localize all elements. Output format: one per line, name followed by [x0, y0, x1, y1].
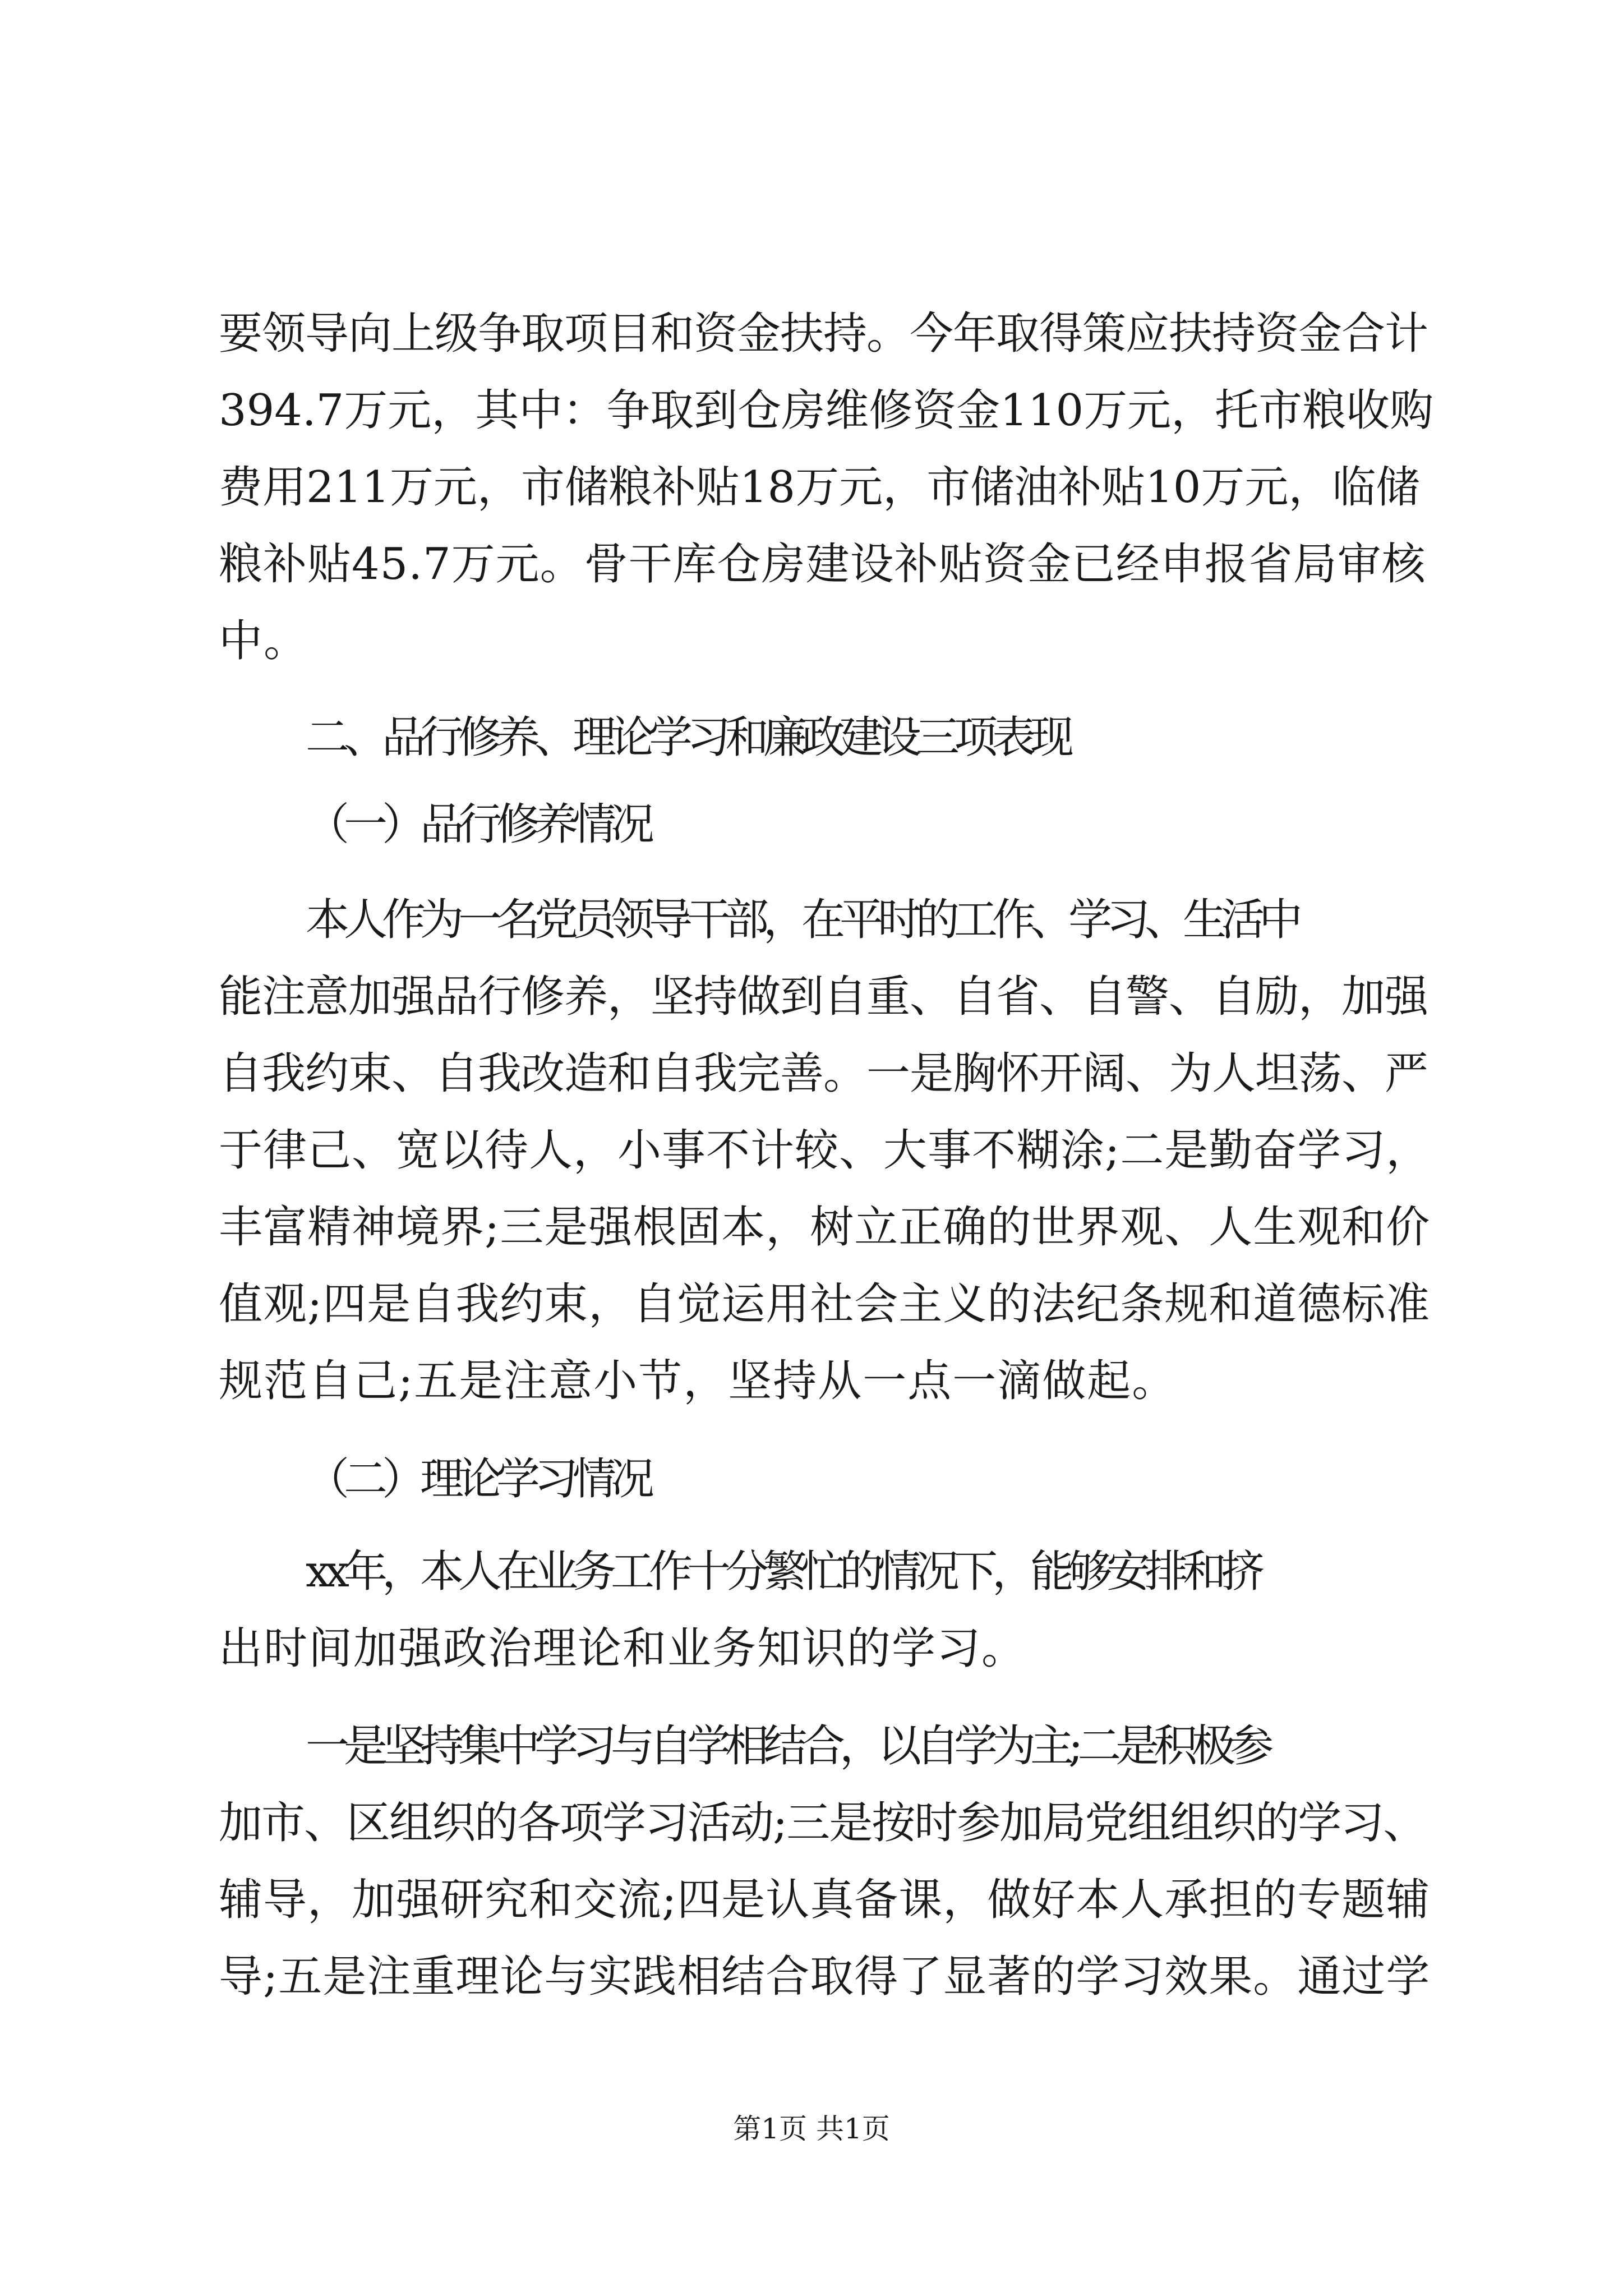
- body-text-line: 值观;四是自我约束，自觉运用社会主义的法纪条规和道德标准: [219, 1279, 1431, 1329]
- body-text-line: 能注意加强品行修养，坚持做到自重、自省、自警、自励，加强: [219, 972, 1428, 1022]
- body-text-line: 要领导向上级争取项目和资金扶持。今年取得策应扶持资金合计: [219, 309, 1428, 359]
- body-text-line: 丰富精神境界;三是强根固本，树立正确的世界观、人生观和价: [219, 1202, 1431, 1253]
- body-text-line: 规范自己;五是注意小节，坚持从一点一滴做起。: [219, 1356, 1177, 1406]
- body-text-line: 一是坚持集中学习与自学相结合，以自学为主;二是积极参: [306, 1721, 1269, 1772]
- body-text-line: 自我约束、自我改造和自我完善。一是胸怀开阔、为人坦荡、严: [219, 1048, 1428, 1099]
- body-text-line: 加市、区组织的各项学习活动;三是按时参加局党组组织的学习、: [219, 1798, 1426, 1848]
- body-text-line: 本人作为一名党员领导干部，在平时的工作、学习、生活中: [306, 895, 1298, 945]
- subsection-heading: （二）理论学习情况: [306, 1454, 649, 1504]
- body-text-line: xx年，本人在业务工作十分繁忙的情况下，能够安排和挤: [306, 1547, 1259, 1597]
- body-text-line: 出时间加强政治理论和业务知识的学习。: [219, 1623, 1027, 1674]
- body-text-line: 费用211万元，市储粮补贴18万元，市储油补贴10万元，临储: [219, 462, 1420, 513]
- section-heading: 二、品行修养、理论学习和廉政建设三项表现: [306, 712, 1069, 763]
- page-number-footer: 第1页 共1页: [733, 2113, 890, 2145]
- subsection-heading: （一）品行修养情况: [306, 799, 649, 850]
- body-text-line: 中。: [219, 616, 309, 666]
- body-text-line: 粮补贴45.7万元。骨干库仓房建设补贴资金已经申报省局审核: [219, 539, 1426, 590]
- body-text-line: 导;五是注重理论与实践相结合取得了显著的学习效果。通过学: [219, 1952, 1431, 2002]
- body-text-line: 394.7万元，其中：争取到仓房维修资金110万元，托市粮收购: [219, 385, 1434, 436]
- body-text-line: 于律己、宽以待人，小事不计较、大事不糊涂;二是勤奋学习，: [219, 1125, 1431, 1176]
- body-text-line: 辅导，加强研究和交流;四是认真备课，做好本人承担的专题辅: [219, 1875, 1431, 1925]
